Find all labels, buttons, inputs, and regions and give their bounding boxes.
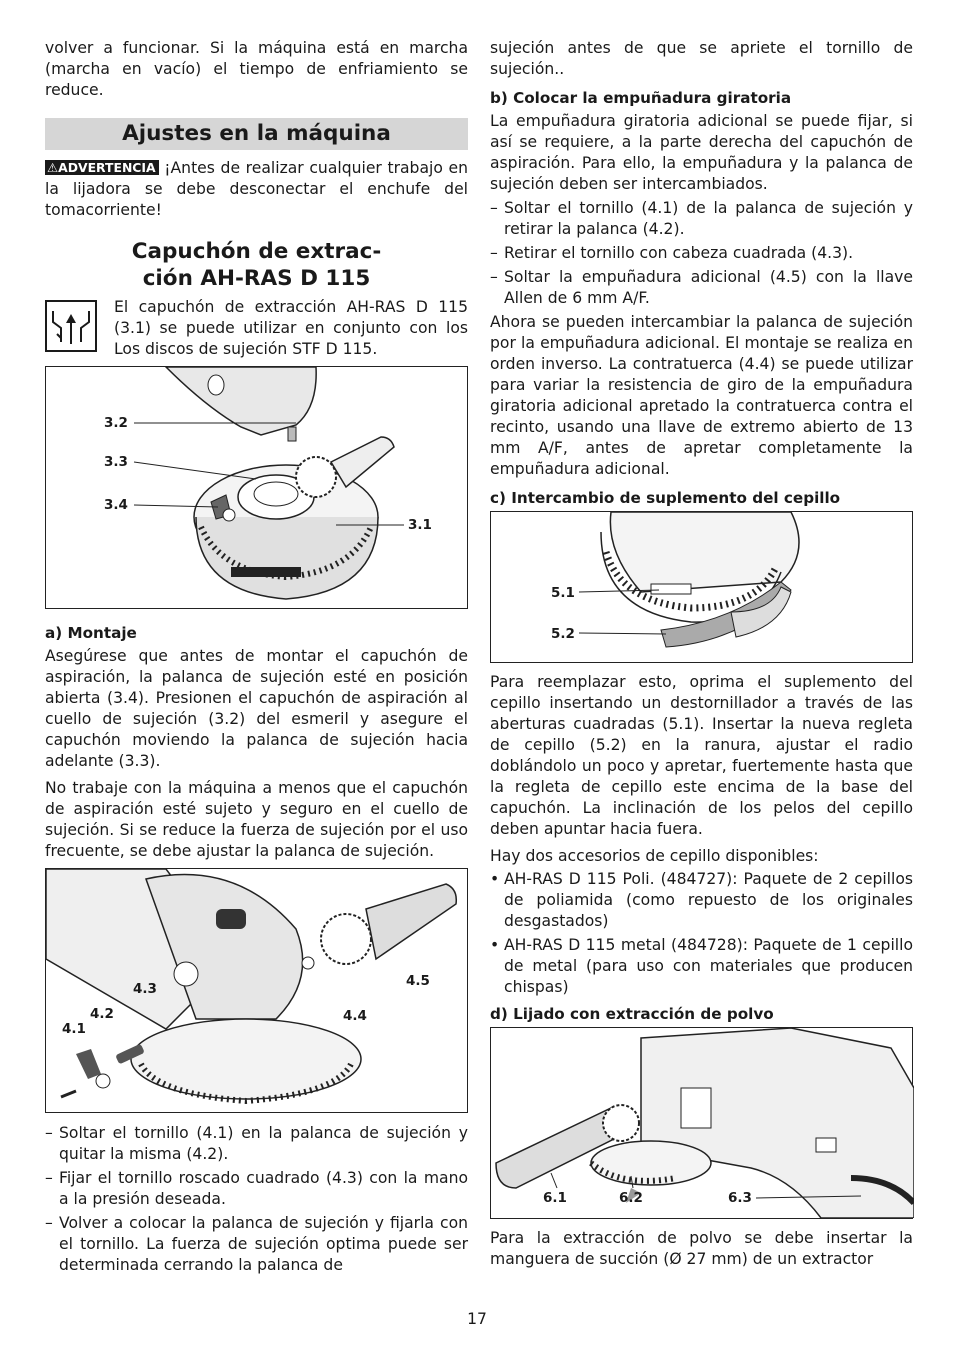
figure-6-label: 6.2 [619, 1190, 643, 1206]
b-paragraph-2: Ahora se pueden intercambiar la palanca de sujeción por la empuñadura adicional. El montaje se realiza en orden inverso. La contratuerca (4.4) se puede utilizar para variar la resistencia de giro de la empuñadura giratoria adicional apretado la contratuerca contra el recinto, usando una llave de extremo abierto de 13 mm A/F, antes de apretar completamente la empuñadura adicional. [490, 313, 913, 478]
figure-5-label: 5.2 [551, 626, 575, 642]
figure-3-label: 3.2 [104, 415, 128, 431]
figure-3-label: 3.1 [408, 517, 432, 533]
right-column [490, 38, 913, 1270]
list-item: – Soltar el tornillo (4.1) de la palanca de sujeción y retirar la palanca (4.2). [490, 198, 913, 240]
c-title: c) Intercambio de suplemento del cepillo [490, 489, 841, 507]
list-item: – Volver a colocar la palanca de sujeción y fijarla con el tornillo. La fuerza de sujeción optima puede ser determinada cerrando la palanca de [45, 1213, 468, 1276]
continued-text: sujeción antes de que se apriete el tornillo de sujeción.. [490, 39, 913, 78]
b-title: b) Colocar la empuñadura giratoria [490, 89, 792, 107]
montaje-title: a) Montaje [45, 624, 137, 642]
figure-5 [490, 511, 913, 663]
figure-4-drawing [46, 869, 469, 1112]
figure-6-label: 6.1 [543, 1190, 567, 1206]
figure-4-label: 4.2 [90, 1006, 114, 1022]
figure-4-label: 4.1 [62, 1021, 86, 1037]
c-accessories [490, 869, 913, 998]
list-item: – Retirar el tornillo con cabeza cuadrada (4.3). [490, 243, 913, 264]
hood-intro-text: El capuchón de extracción AH-RAS D 115 (3.1) se puede utilizar en conjunto con los Los discos de sujeción STF D 115. [114, 298, 468, 358]
list-item: – Fijar el tornillo roscado cuadrado (4.3) con la mano a la presión deseada. [45, 1168, 468, 1210]
b-paragraph-1: La empuñadura giratoria adicional se puede fijar, si así se requiere, a la parte derecha del capuchón de aspiración. Para ello, la empuñadura y la palanca de sujeción deben ser intercambiados. [490, 112, 913, 193]
figure-5-label: 5.1 [551, 585, 575, 601]
warning-paragraph [45, 158, 468, 221]
figure-6 [490, 1027, 913, 1219]
warning-text: ¡Antes de realizar cualquier trabajo en la lijadora se debe desconectar el enchufe del tomacorriente! [45, 159, 468, 219]
hood-intro-block [45, 297, 468, 360]
list-item: • AH-RAS D 115 metal (484728): Paquete de 1 cepillo de metal (para uso con materiales que producen chispas) [490, 935, 913, 998]
figure-3 [45, 366, 468, 609]
list-item: – Soltar el tornillo (4.1) en la palanca de sujeción y quitar la misma (4.2). [45, 1123, 468, 1165]
list-item: – Soltar la empuñadura adicional (4.5) con la llave Allen de 6 mm A/F. [490, 267, 913, 309]
page-number: 17 [467, 1310, 487, 1328]
figure-6-label: 6.3 [728, 1190, 752, 1206]
warning-triangle-icon: ⚠ [47, 160, 59, 175]
figure-3-leaders [46, 367, 469, 608]
list-item: • AH-RAS D 115 Poli. (484727): Paquete de 2 cepillos de poliamida (como repuesto de los originales desgastados) [490, 869, 913, 932]
c-paragraph-1: Para reemplazar esto, oprima el suplemento del cepillo insertando un destornillador a través de las aberturas cuadradas (5.1). Insertar la nueva regleta de cepillo (5.2) en la ranura, ajustar el radio doblándolo un poco y apretar, fuertemente hasta que la regleta de cepillo este encima de la base del capuchón. La inclinación de los pelos del cepillo deben apuntar hacia fuera. [490, 673, 913, 838]
montaje-paragraph-1: Asegúrese que antes de montar el capuchón de aspiración, la palanca de sujeción esté en posición abierta (3.4). Presionen el capuchón de aspiración al cuello de sujeción (3.2) del esmeril y asegure el capuchón moviendo la palanca de sujeción hacia adelante (3.3). [45, 647, 468, 770]
intro-paragraph: volver a funcionar. Si la máquina está en marcha (marcha en vacío) el tiempo de enfriamiento se reduce. [45, 39, 468, 99]
c-paragraph-2: Hay dos accesorios de cepillo disponibles: [490, 847, 819, 865]
screw-steps [45, 1123, 468, 1276]
d-title: d) Lijado con extracción de polvo [490, 1005, 774, 1023]
figure-4 [45, 868, 468, 1113]
figure-6-leaders [491, 1028, 914, 1218]
figure-4-label: 4.5 [406, 973, 430, 989]
figure-5-leaders [491, 512, 914, 662]
d-paragraph-1: Para la extracción de polvo se debe insertar la manguera de succión (Ø 27 mm) de un extractor [490, 1229, 913, 1268]
subsection-title: Capuchón de extrac- ción AH-RAS D 115 [131, 239, 382, 291]
warning-badge: ⚠ADVERTENCIA [45, 160, 159, 175]
figure-4-label: 4.4 [343, 1008, 367, 1024]
montaje-paragraph-2: No trabaje con la máquina a menos que el capuchón de aspiración esté sujeto y seguro en el cuello de sujeción. Si se reduce la fuerza de sujeción por el uso frecuente, se debe ajustar la palanca de sujeción. [45, 779, 468, 860]
left-column [45, 38, 468, 1279]
mounting-arrows-icon [45, 300, 97, 352]
figure-3-label: 3.3 [104, 454, 128, 470]
section-title: Ajustes en la máquina [45, 118, 468, 150]
figure-3-label: 3.4 [104, 497, 128, 513]
figure-4-label: 4.3 [133, 981, 157, 997]
b-steps [490, 198, 913, 309]
